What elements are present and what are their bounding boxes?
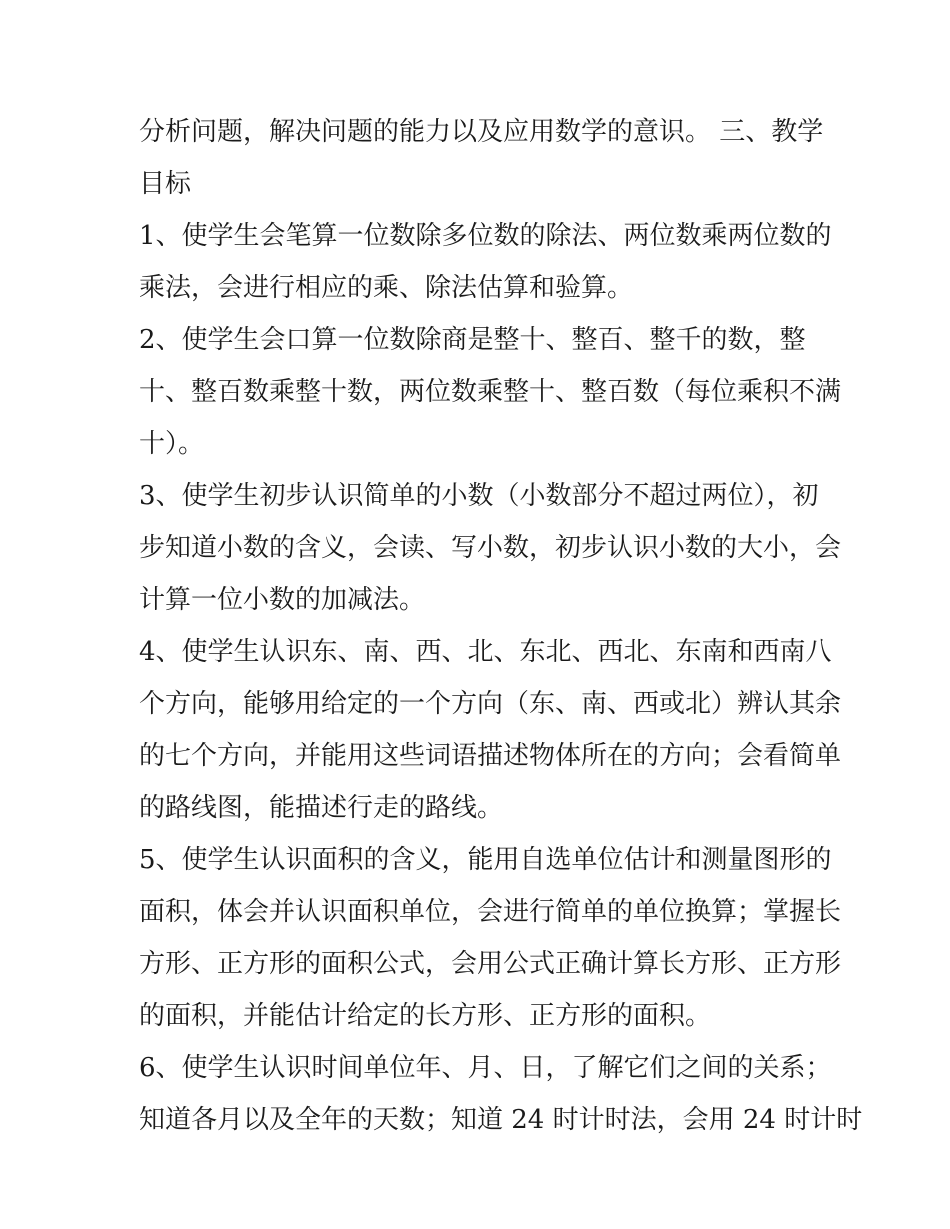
- text-line: 十、整百数乘整十数，两位数乘整十、整百数（每位乘积不满: [139, 377, 842, 407]
- body-text: [139, 106, 863, 1146]
- text-line: 5、使学生认识面积的含义，能用自选单位估计和测量图形的: [139, 845, 832, 875]
- text-line: 的路线图，能描述行走的路线。: [139, 793, 504, 823]
- text-line: 6、使学生认识时间单位年、月、日，了解它们之间的关系；: [139, 1053, 832, 1083]
- text-line: 目标: [139, 169, 192, 199]
- text-line: 的七个方向，并能用这些词语描述物体所在的方向；会看简单: [139, 741, 842, 771]
- text-line: 2、使学生会口算一位数除商是整十、整百、整千的数，整: [139, 325, 806, 355]
- text-line: 面积，体会并认识面积单位，会进行简单的单位换算；掌握长: [139, 897, 842, 927]
- text-line: 分析问题，解决问题的能力以及应用数学的意识。 三、教学: [139, 117, 824, 147]
- text-line: 的面积，并能估计给定的长方形、正方形的面积。: [139, 1001, 712, 1031]
- text-line: 3、使学生初步认识简单的小数（小数部分不超过两位），初: [139, 481, 819, 511]
- text-line: 知道各月以及全年的天数；知道 24 时计时法，会用 24 时计时: [139, 1105, 863, 1135]
- text-line: 乘法，会进行相应的乘、除法估算和验算。: [139, 273, 634, 303]
- text-line: 4、使学生认识东、南、西、北、东北、西北、东南和西南八: [139, 637, 832, 667]
- text-line: 个方向，能够用给定的一个方向（东、南、西或北）辨认其余: [139, 689, 842, 719]
- text-line: 方形、正方形的面积公式，会用公式正确计算长方形、正方形: [139, 949, 842, 979]
- text-line: 步知道小数的含义，会读、写小数，初步认识小数的大小，会: [139, 533, 842, 563]
- text-line: 1、使学生会笔算一位数除多位数的除法、两位数乘两位数的: [139, 221, 832, 251]
- text-line: 十）。: [139, 429, 205, 459]
- text-line: 计算一位小数的加减法。: [139, 585, 426, 615]
